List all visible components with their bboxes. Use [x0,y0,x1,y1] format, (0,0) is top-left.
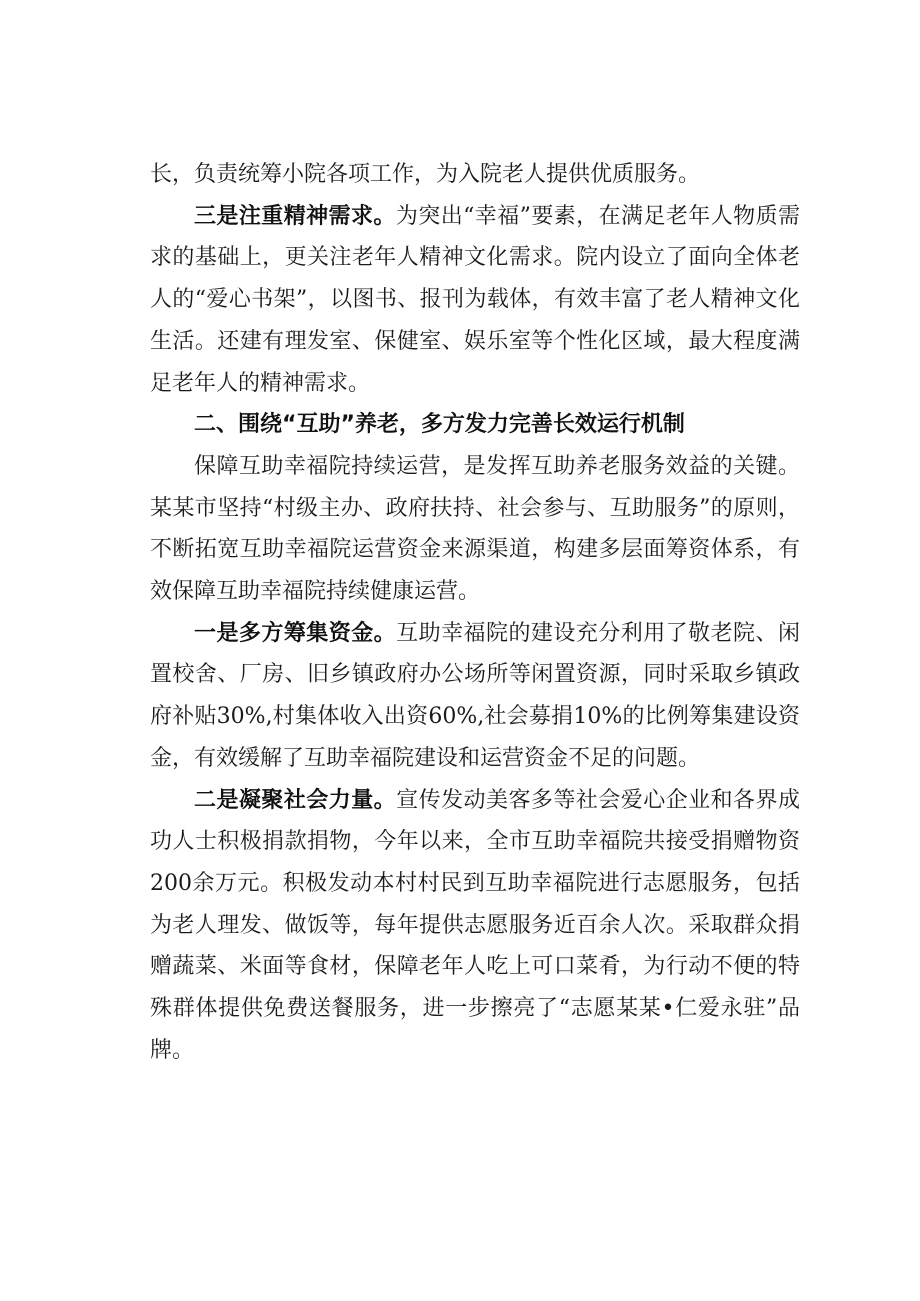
paragraph-text: 保障互助幸福院持续运营，是发挥互助养老服务效益的关键。某某市坚持“村级主办、政府扶持、社会参与、互助服务”的原则，不断拓宽互助幸福院运营资金来源渠道，构建多层面筹资体系，有效保障互助幸福院持续健康运营。 [150,453,800,605]
paragraph-text: 宣传发动美客多等社会爱心企业和各界成功人士积极捐款捐物，今年以来，全市互助幸福院共接受捐赠物资200余万元。积极发动本村村民到互助幸福院进行志愿服务，包括为老人理发、做饭等，每年提供志愿服务近百余人次。采取群众捐赠蔬菜、米面等食材，保障老年人吃上可口菜肴，为行动不便的特殊群体提供免费送餐服务，进一步擦亮了“志愿某某•仁爱永驻”品牌。 [150,787,800,1063]
paragraph-lead: 一是多方筹集资金。 [194,620,397,646]
continuation-paragraph [150,154,800,196]
spiritual-needs-paragraph [150,196,800,405]
paragraph-lead: 三是注重精神需求。 [194,203,396,229]
paragraph-text: 长，负责统筹小院各项工作，为入院老人提供优质服务。 [150,162,701,187]
section-intro-paragraph [150,446,800,613]
paragraph-lead: 二是凝聚社会力量。 [194,787,397,813]
document-page [150,154,800,1071]
paragraph-text: 互助幸福院的建设充分利用了敬老院、闲置校舍、厂房、旧乡镇政府办公场所等闲置资源，同时采取乡镇政府补贴30%,村集体收入出资60%,社会募捐10%的比例筹集建设资金，有效缓解了互助幸福院建设和运营资金不足的问题。 [150,620,800,771]
funding-paragraph [150,613,800,780]
paragraph-text: 为突出“幸福”要素，在满足老年人物质需求的基础上，更关注老年人精神文化需求。院内设立了面向全体老人的“爱心书架”，以图书、报刊为载体，有效丰富了老人精神文化生活。还建有理发室、保健室、娱乐室等个性化区域，最大程度满足老年人的精神需求。 [150,203,800,396]
social-forces-paragraph [150,780,800,1072]
section-heading: 二、围绕“互助”养老，多方发力完善长效运行机制 [194,412,685,438]
